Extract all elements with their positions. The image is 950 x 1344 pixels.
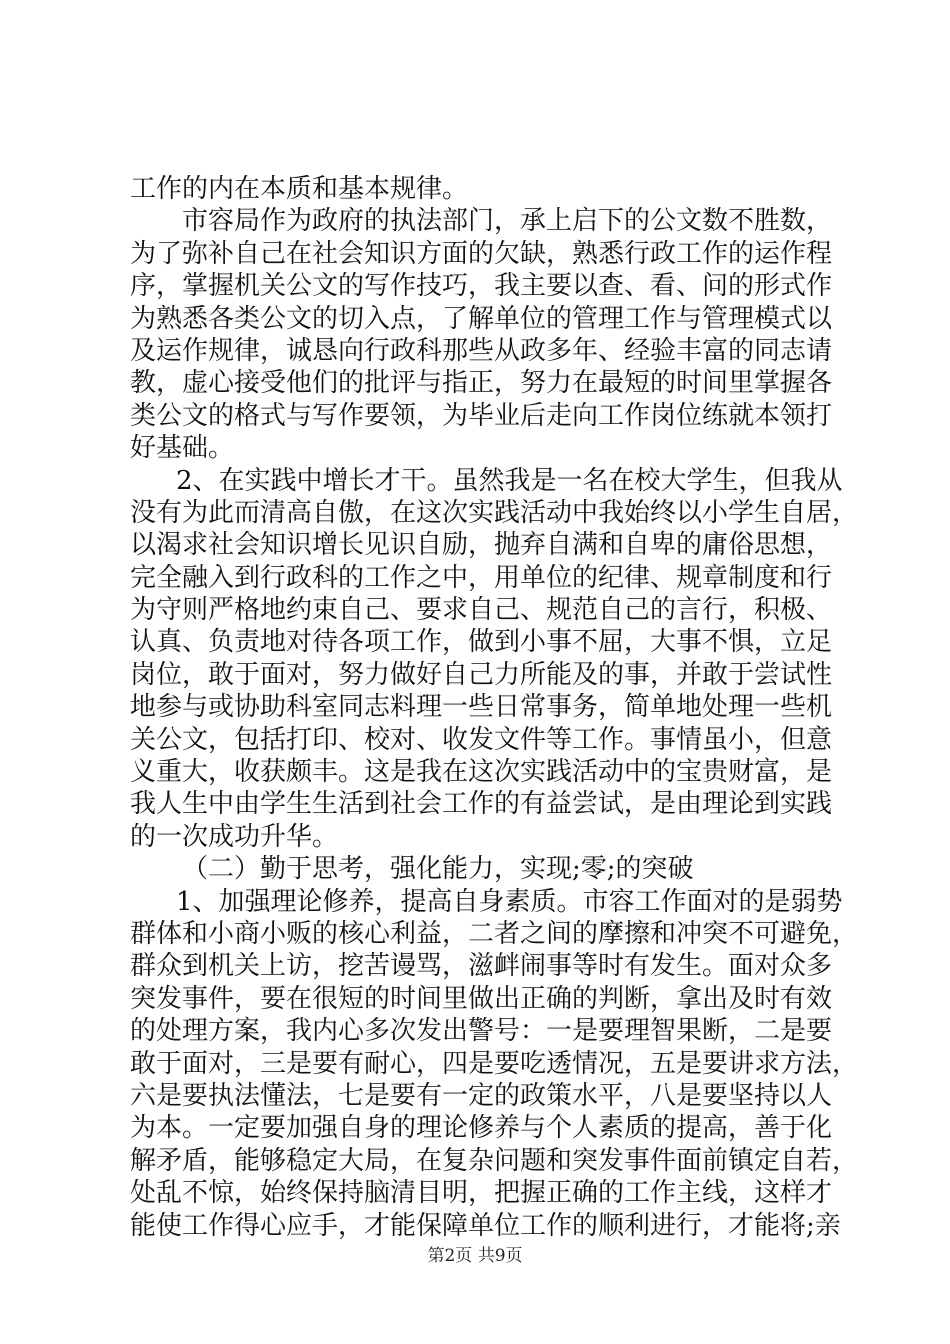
document-body	[130, 173, 859, 1242]
text-line: 为熟悉各类公文的切入点，了解单位的管理工作与管理模式以	[130, 303, 833, 334]
text-line: 解矛盾，能够稳定大局，在复杂问题和突发事件面前镇定自若，	[130, 1145, 859, 1176]
text-line: 群众到机关上访，挖苦谩骂，滋衅闹事等时有发生。面对众多	[130, 951, 833, 982]
text-line: 完全融入到行政科的工作之中，用单位的纪律、规章制度和行	[130, 562, 833, 593]
text-line: 没有为此而清高自傲，在这次实践活动中我始终以小学生自居，	[130, 497, 859, 528]
paragraph-first-line: 2、在实践中增长才干。虽然我是一名在校大学生，但我从	[176, 465, 843, 496]
text-line: 敢于面对，三是要有耐心，四是要吃透情况，五是要讲求方法，	[130, 1048, 859, 1079]
text-line: 义重大，收获颇丰。这是我在这次实践活动中的宝贵财富，是	[130, 757, 833, 788]
text-line: 好基础。	[130, 433, 235, 464]
text-line: 序，掌握机关公文的写作技巧，我主要以查、看、问的形式作	[130, 271, 833, 302]
text-line: 为了弥补自己在社会知识方面的欠缺，熟悉行政工作的运作程	[130, 238, 833, 269]
text-line: 能使工作得心应手，才能保障单位工作的顺利进行，才能将;亲	[130, 1210, 841, 1241]
text-line: 及运作规律，诚恳向行政科那些从政多年、经验丰富的同志请	[130, 335, 833, 366]
text-line: 教，虚心接受他们的批评与指正，努力在最短的时间里掌握各	[130, 368, 833, 399]
text-line: 为本。一定要加强自身的理论修养与个人素质的提高，善于化	[130, 1113, 833, 1144]
text-line: 以渴求社会知识增长见识自励，抛弃自满和自卑的庸俗思想，	[130, 530, 833, 561]
section-heading: （二）勤于思考，强化能力，实现;零;的突破	[182, 854, 694, 885]
text-line: 的处理方案，我内心多次发出警号：一是要理智果断，二是要	[130, 1016, 833, 1047]
text-line: 处乱不惊，始终保持脑清目明，把握正确的工作主线，这样才	[130, 1178, 833, 1209]
paragraph-first-line: 市容局作为政府的执法部门，承上启下的公文数不胜数，	[182, 206, 833, 237]
page-number-footer: 第2页 共9页	[427, 1246, 523, 1266]
paragraph-first-line: 1、加强理论修养，提高自身素质。市容工作面对的是弱势	[176, 886, 843, 917]
text-line: 为守则严格地约束自己、要求自己、规范自己的言行，积极、	[130, 595, 833, 626]
text-line: 我人生中由学生生活到社会工作的有益尝试，是由理论到实践	[130, 789, 833, 820]
text-line: 地参与或协助科室同志料理一些日常事务，简单地处理一些机	[130, 692, 833, 723]
text-line: 突发事件，要在很短的时间里做出正确的判断，拿出及时有效	[130, 983, 833, 1014]
text-line: 关公文，包括打印、校对、收发文件等工作。事情虽小，但意	[130, 724, 833, 755]
text-line: 岗位，敢于面对，努力做好自己力所能及的事，并敢于尝试性	[130, 659, 833, 690]
text-line: 类公文的格式与写作要领，为毕业后走向工作岗位练就本领打	[130, 400, 833, 431]
text-line: 六是要执法懂法，七是要有一定的政策水平，八是要坚持以人	[130, 1080, 833, 1111]
text-line: 的一次成功升华。	[130, 821, 339, 852]
text-line: 群体和小商小贩的核心利益，二者之间的摩擦和冲突不可避免，	[130, 918, 859, 949]
text-line: 工作的内在本质和基本规律。	[130, 174, 469, 204]
text-line: 认真、负责地对待各项工作，做到小事不屈，大事不惧，立足	[130, 627, 833, 658]
